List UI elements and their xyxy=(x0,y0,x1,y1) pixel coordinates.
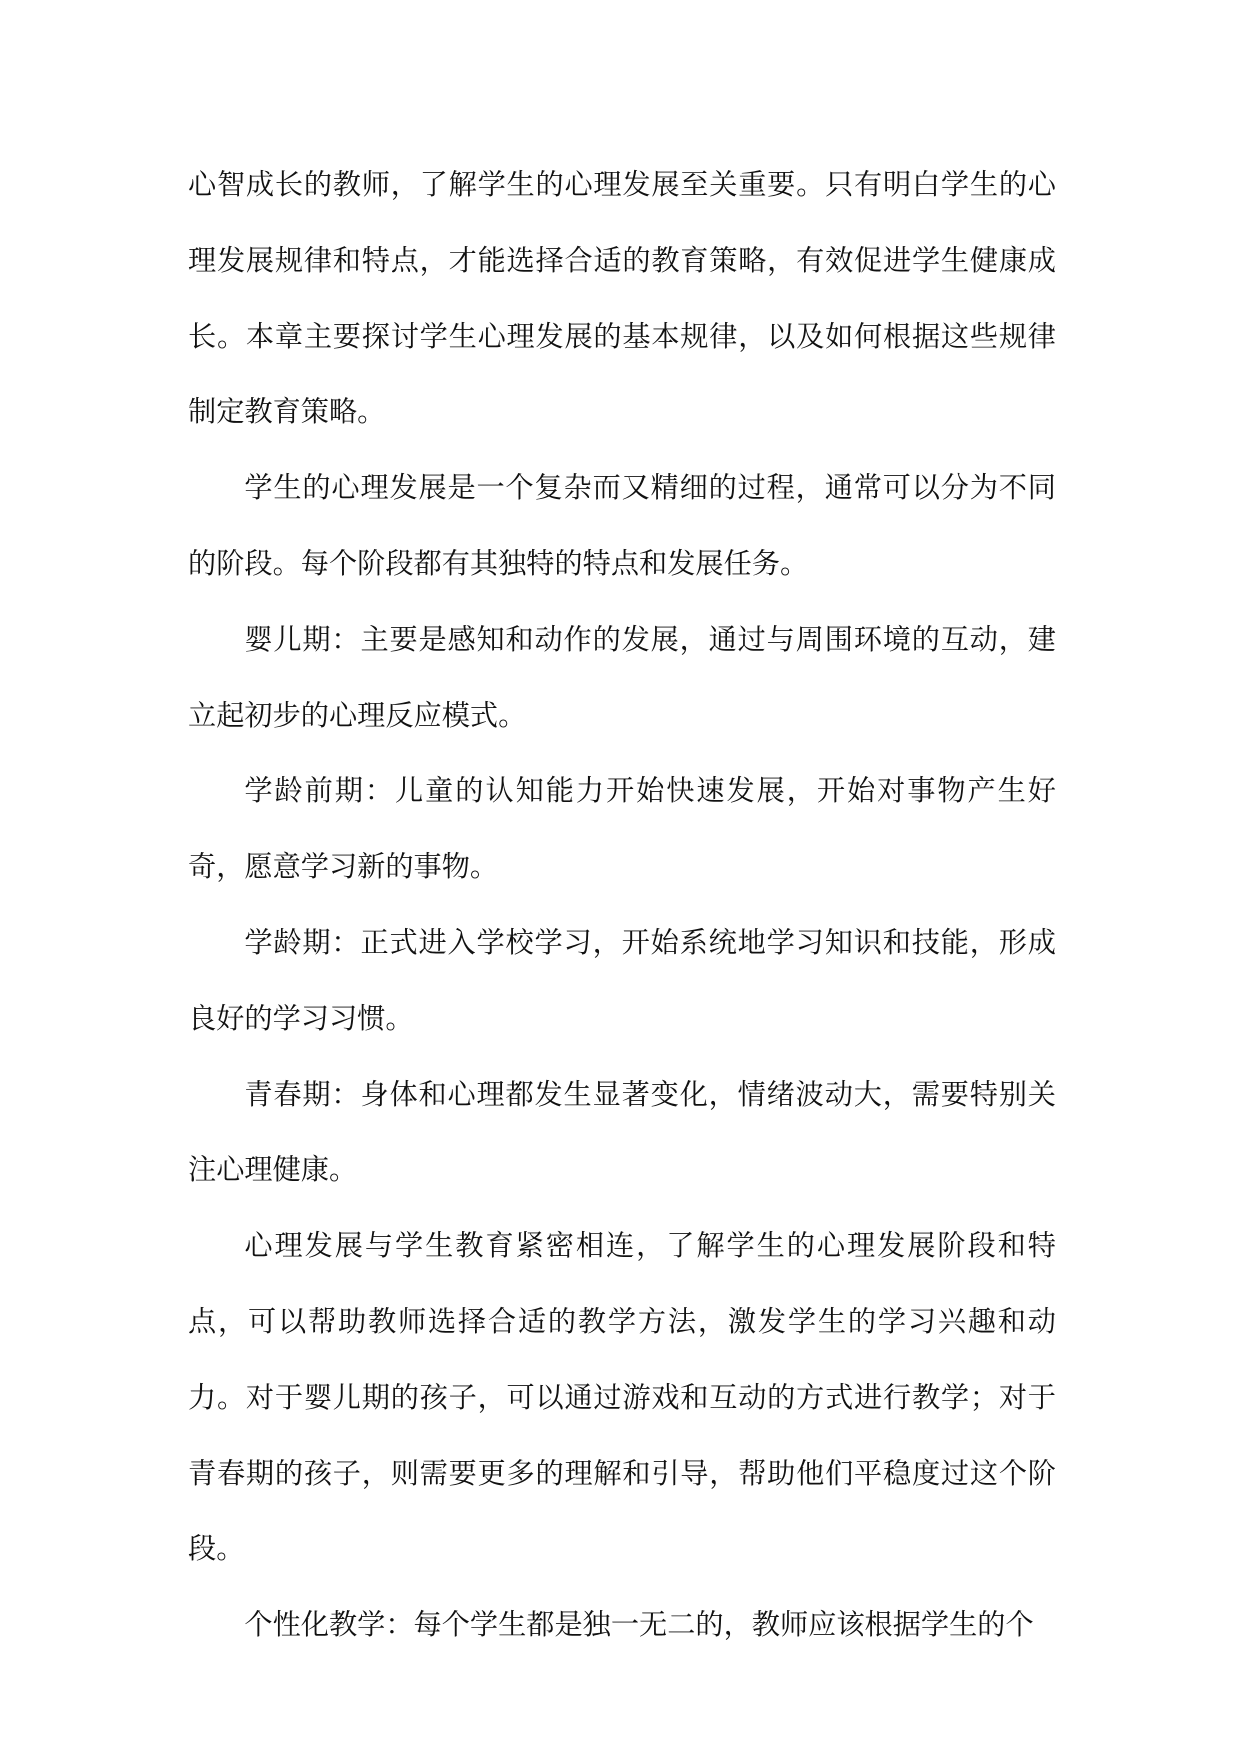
document-body xyxy=(188,147,1056,1663)
paragraph-education-link: 心理发展与学生教育紧密相连，了解学生的心理发展阶段和特点，可以帮助教师选择合适的教学方法，激发学生的学习兴趣和动力。对于婴儿期的孩子，可以通过游戏和互动的方式进行教学；对于青春期的孩子，则需要更多的理解和引导，帮助他们平稳度过这个阶段。 xyxy=(188,1229,1056,1566)
paragraph-development-process: 学生的心理发展是一个复杂而又精细的过程，通常可以分为不同的阶段。每个阶段都有其独特的特点和发展任务。 xyxy=(188,471,1056,580)
paragraph-adolescence: 青春期：身体和心理都发生显著变化，情绪波动大，需要特别关注心理健康。 xyxy=(188,1077,1056,1187)
paragraph-infancy: 婴儿期：主要是感知和动作的发展，通过与周围环境的互动，建立起初步的心理反应模式。 xyxy=(188,622,1056,732)
paragraph-continuation: 心智成长的教师，了解学生的心理发展至关重要。只有明白学生的心理发展规律和特点，才能选择合适的教育策略，有效促进学生健康成长。本章主要探讨学生心理发展的基本规律，以及如何根据这些规律制定教育策略。 xyxy=(188,168,1056,429)
paragraph-personalized-teaching: 个性化教学：每个学生都是独一无二的，教师应该根据学生的个 xyxy=(244,1608,1034,1642)
paragraph-preschool: 学龄前期：儿童的认知能力开始快速发展，开始对事物产生好奇，愿意学习新的事物。 xyxy=(188,774,1056,884)
paragraph-school-age: 学龄期：正式进入学校学习，开始系统地学习知识和技能，形成良好的学习习惯。 xyxy=(188,925,1056,1035)
